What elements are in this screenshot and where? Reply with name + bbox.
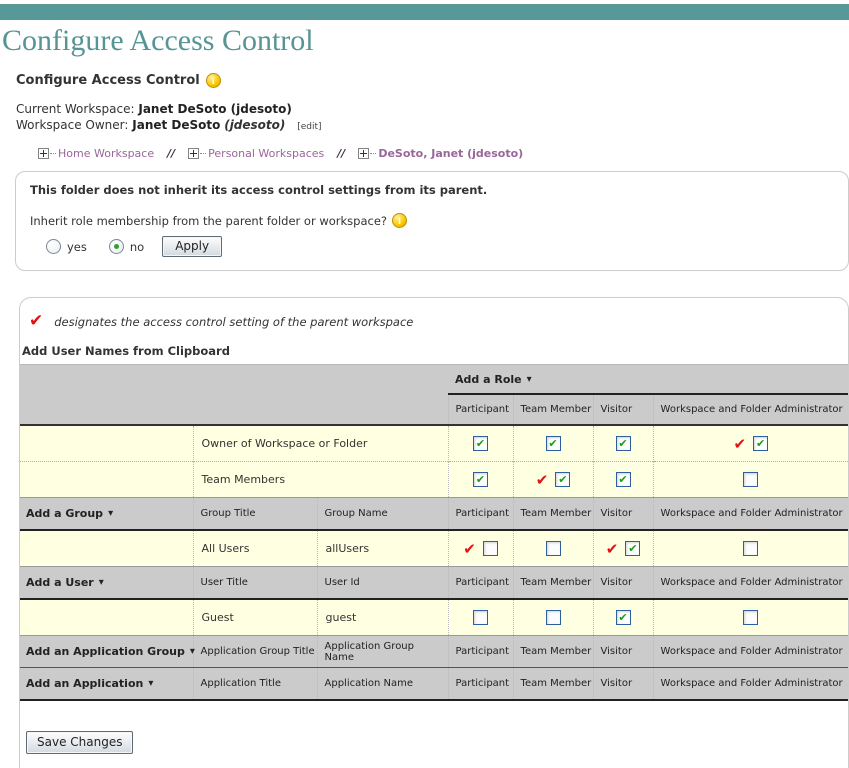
role-column-label: Team Member — [513, 498, 593, 531]
role-column-label: Workspace and Folder Administrator — [653, 668, 848, 701]
access-control-panel — [19, 297, 849, 768]
role-cell — [593, 462, 653, 498]
row-lead-cell — [20, 462, 193, 498]
inherit-yes-radio[interactable] — [46, 239, 61, 254]
role-cell — [593, 530, 653, 567]
parent-setting-legend-text: designates the access control setting of the parent workspace — [54, 314, 414, 329]
column-label: User Title — [193, 567, 317, 600]
role-column-labels-row — [20, 394, 848, 425]
role-column-label: Participant — [448, 636, 513, 668]
dropdown-add-an-application-group[interactable]: Add an Application Group ▾ — [26, 645, 195, 658]
dropdown-add-a-user[interactable]: Add a User ▾ — [26, 576, 104, 589]
workspace-owner-line — [16, 117, 849, 135]
dropdown-add-an-application[interactable]: Add an Application ▾ — [26, 677, 153, 690]
column-label: Group Name — [317, 498, 448, 531]
role-checkbox[interactable] — [473, 472, 488, 487]
row-lead-cell — [20, 530, 193, 567]
role-cell — [593, 599, 653, 636]
role-cell — [653, 530, 848, 567]
role-column-label: Team Member — [513, 567, 593, 600]
breadcrumb-item-home-workspace[interactable]: Home Workspace — [58, 147, 155, 160]
info-icon[interactable] — [206, 73, 221, 88]
page-title: Configure Access Control — [2, 24, 314, 57]
role-cell — [448, 530, 513, 567]
section-heading-row — [16, 73, 849, 88]
role-column-label: Visitor — [593, 394, 653, 425]
inherit-status-message: This folder does not inherit its access control settings from its parent. — [30, 183, 488, 197]
role-column-label: Team Member — [513, 394, 593, 425]
row-title: Team Members — [193, 462, 448, 498]
inherit-question: Inherit role membership from the parent folder or workspace? — [30, 213, 388, 228]
current-workspace-line — [16, 101, 849, 117]
inherit-question-row — [30, 213, 834, 228]
info-icon[interactable] — [392, 213, 407, 228]
role-checkbox[interactable] — [743, 541, 758, 556]
column-label: Application Name — [317, 668, 448, 701]
role-column-label: Team Member — [513, 636, 593, 668]
role-column-label: Visitor — [593, 668, 653, 701]
role-column-label: Participant — [448, 567, 513, 600]
table-row-team-members — [20, 462, 848, 498]
parent-setting-legend — [29, 313, 848, 330]
expand-icon[interactable] — [188, 148, 199, 159]
row-lead-cell — [20, 599, 193, 636]
save-changes-button[interactable]: Save Changes — [26, 731, 133, 754]
section-heading: Configure Access Control — [16, 73, 200, 88]
role-cell — [513, 530, 593, 567]
parent-setting-check-icon — [29, 313, 43, 330]
role-column-label: Participant — [448, 394, 513, 425]
role-checkbox[interactable] — [616, 472, 631, 487]
role-column-label: Workspace and Folder Administrator — [653, 498, 848, 531]
role-column-label: Team Member — [513, 668, 593, 701]
role-column-label: Participant — [448, 668, 513, 701]
table-row-owner-of-workspace-or-folder — [20, 425, 848, 462]
role-checkbox[interactable] — [546, 541, 561, 556]
apply-button[interactable]: Apply — [162, 236, 222, 257]
inherit-no-radio[interactable] — [109, 239, 124, 254]
column-label: Application Group Title — [193, 636, 317, 668]
tree-dots — [370, 153, 376, 154]
inherit-no-label: no — [129, 239, 145, 254]
role-cell — [513, 462, 593, 498]
role-cell — [653, 599, 848, 636]
role-checkbox[interactable] — [616, 436, 631, 451]
role-checkbox[interactable] — [753, 436, 768, 451]
role-cell — [448, 425, 513, 462]
clipboard-link[interactable]: Add User Names from Clipboard — [22, 344, 230, 358]
role-checkbox[interactable] — [616, 610, 631, 625]
dropdown-add-a-role[interactable]: Add a Role ▾ — [455, 373, 532, 386]
row-title: Guest — [193, 599, 317, 636]
role-cell — [448, 599, 513, 636]
role-checkbox[interactable] — [743, 610, 758, 625]
section-header-row-add-a-group — [20, 498, 848, 531]
role-checkbox[interactable] — [546, 610, 561, 625]
breadcrumb-separator: // — [337, 147, 346, 160]
role-column-label: Visitor — [593, 498, 653, 531]
role-column-label: Visitor — [593, 567, 653, 600]
section-header-row-add-an-application — [20, 668, 848, 701]
inherit-yes-label: yes — [67, 239, 87, 254]
role-checkbox[interactable] — [473, 610, 488, 625]
current-workspace-label: Current Workspace: — [16, 102, 135, 116]
row-name: allUsers — [317, 530, 448, 567]
row-title: All Users — [193, 530, 317, 567]
role-column-label: Participant — [448, 498, 513, 531]
add-role-header-row — [20, 365, 848, 395]
current-workspace-value: Janet DeSoto (jdesoto) — [138, 102, 292, 116]
table-row-guest — [20, 599, 848, 636]
parent-setting-check-icon — [463, 539, 476, 558]
acl-table-body — [20, 365, 848, 701]
section-header-row-add-a-user — [20, 567, 848, 600]
role-cell — [593, 425, 653, 462]
parent-setting-check-icon — [606, 539, 619, 558]
role-checkbox[interactable] — [473, 436, 488, 451]
breadcrumb-item-current[interactable]: DeSoto, Janet (jdesoto) — [378, 147, 524, 160]
page — [0, 4, 849, 749]
role-cell — [653, 425, 848, 462]
role-column-label: Workspace and Folder Administrator — [653, 567, 848, 600]
role-checkbox[interactable] — [483, 541, 498, 556]
inherit-settings-panel — [15, 171, 849, 271]
role-checkbox[interactable] — [625, 541, 640, 556]
role-checkbox[interactable] — [546, 436, 561, 451]
role-cell — [513, 425, 593, 462]
access-control-table — [20, 364, 848, 701]
expand-icon[interactable] — [358, 148, 369, 159]
column-label: Application Title — [193, 668, 317, 701]
row-name: guest — [317, 599, 448, 636]
role-checkbox[interactable] — [743, 472, 758, 487]
breadcrumb-separator: // — [167, 147, 176, 160]
section-header-row-add-an-application-group — [20, 636, 848, 668]
role-cell — [653, 462, 848, 498]
column-label: User Id — [317, 567, 448, 600]
tree-dots — [200, 153, 206, 154]
role-column-label: Workspace and Folder Administrator — [653, 636, 848, 668]
edit-owner-link[interactable]: [edit] — [297, 122, 322, 132]
column-label: Group Title — [193, 498, 317, 531]
role-column-label: Workspace and Folder Administrator — [653, 394, 848, 425]
role-checkbox[interactable] — [555, 472, 570, 487]
workspace-owner-label: Workspace Owner: — [16, 118, 129, 132]
workspace-owner-name: Janet DeSoto — [132, 118, 221, 132]
inherit-controls — [46, 236, 834, 257]
role-column-label: Visitor — [593, 636, 653, 668]
top-bar — [0, 4, 849, 20]
parent-setting-check-icon — [536, 470, 549, 489]
role-cell — [448, 462, 513, 498]
row-lead-cell — [20, 425, 193, 462]
table-row-all-users — [20, 530, 848, 567]
workspace-owner-id: (jdesoto) — [224, 118, 286, 132]
row-title: Owner of Workspace or Folder — [193, 425, 448, 462]
role-cell — [513, 599, 593, 636]
breadcrumb-item-personal-workspaces[interactable]: Personal Workspaces — [208, 147, 325, 160]
breadcrumb — [38, 147, 849, 160]
dropdown-add-a-group[interactable]: Add a Group ▾ — [26, 507, 113, 520]
tree-dots — [50, 153, 56, 154]
parent-setting-check-icon — [733, 434, 746, 453]
column-label: Application Group Name — [317, 636, 448, 668]
expand-icon[interactable] — [38, 148, 49, 159]
